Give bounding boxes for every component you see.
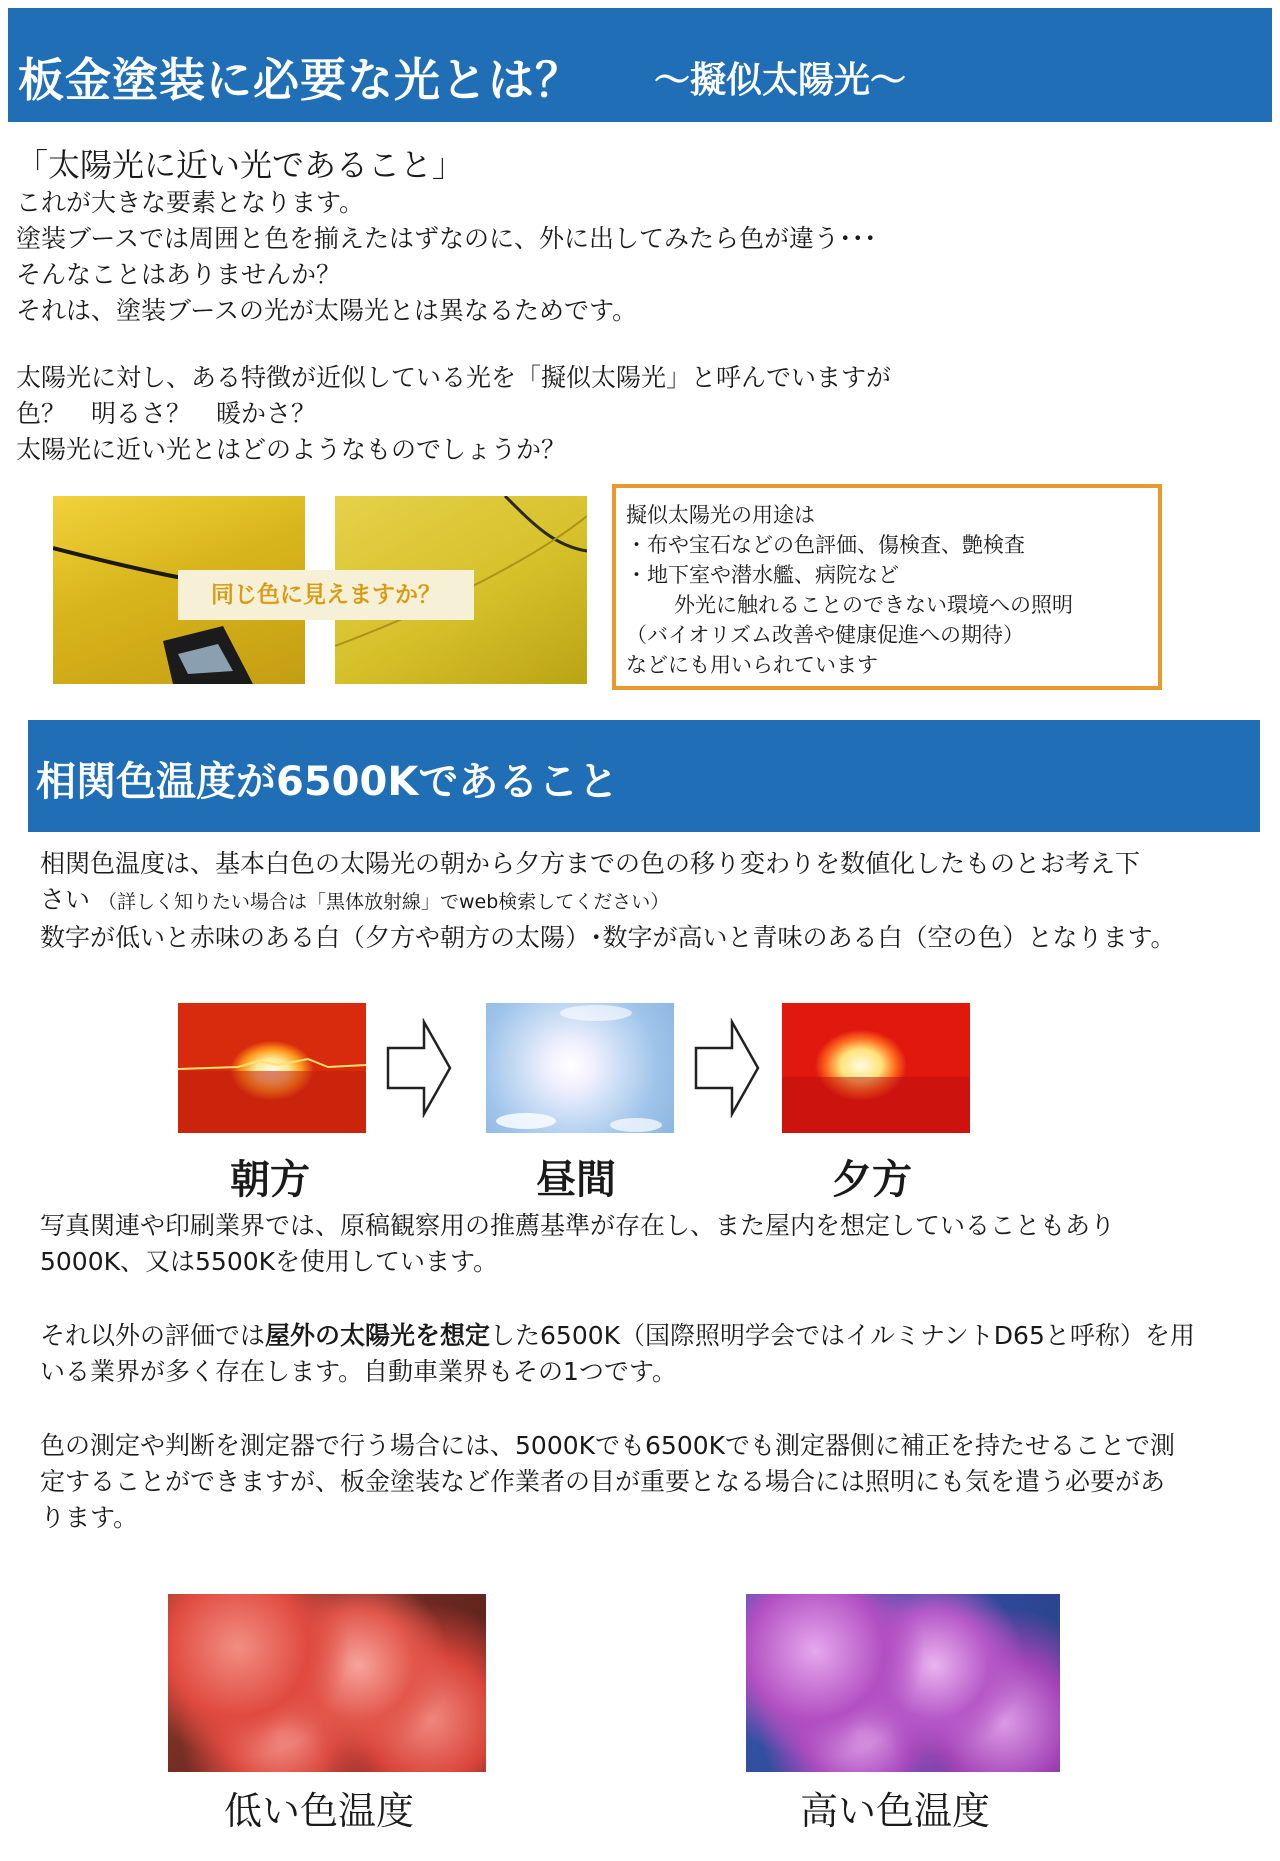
paragraph-line: 5000K、又は5500Kを使用しています。: [40, 1247, 499, 1276]
usage-line: ・地下室や潜水艦、病院など: [626, 563, 899, 587]
cct-note: （詳しく知りたい場合は「黒体放射線」でweb検索してください）: [97, 891, 670, 913]
cct-line: 相関色温度は、基本白色の太陽光の朝から夕方までの色の移り変わりを数値化したものとお考え下: [40, 849, 1141, 878]
usage-line: などにも用いられています: [626, 653, 878, 677]
cct-line: 数字が低いと赤味のある白（夕方や朝方の太陽）･数字が高いと青味のある白（空の色）となります。: [40, 923, 1176, 952]
noon-sun-photo: [486, 1003, 674, 1133]
intro-line: 塗装ブースでは周囲と色を揃えたはずなのに、外に出してみたら色が違う･･･: [16, 224, 877, 253]
paragraph-line: [40, 1318, 1195, 1354]
paragraph-line: ります。: [40, 1503, 139, 1532]
page-subtitle: ～擬似太陽光～: [654, 60, 907, 101]
intro-line: そんなことはありませんか？: [16, 260, 342, 289]
paragraph-line: 色の測定や判断を測定器で行う場合には、5000Kでも6500Kでも測定器側に補正を持たせることで測: [40, 1431, 1176, 1460]
intro-line: 太陽光に近い光とはどのようなものでしょうか？: [16, 435, 567, 464]
intro-line: これが大きな要素となります。: [16, 188, 365, 217]
cct-line-2-text: さい: [40, 885, 91, 914]
evening-sun-photo: [782, 1003, 970, 1133]
usage-line: 外光に触れることのできない環境への照明: [674, 593, 1073, 617]
car-compare-caption: 同じ色に見えますか？: [178, 570, 474, 620]
intro-line: 色？ 明るさ？ 暖かさ？: [16, 399, 317, 428]
intro-paragraph-2: [16, 360, 891, 468]
arrow-right-icon: [386, 1018, 452, 1118]
morning-sun-photo: [178, 1003, 366, 1133]
cct-line-2: [40, 882, 1176, 920]
paragraph-printing: [40, 1208, 1115, 1280]
paragraph-emphasis: 屋外の太陽光を想定: [265, 1321, 491, 1350]
intro-line: それは、塗装ブースの光が太陽光とは異なるためです。: [16, 296, 638, 325]
usage-line: （バイオリズム改善や健康促進への期待）: [626, 623, 1024, 647]
morning-sun-art: [178, 1003, 366, 1133]
low-color-temp-label: 低い色温度: [224, 1789, 415, 1833]
high-color-temp-label: 高い色温度: [800, 1789, 991, 1833]
paragraph-text: した6500K（国際照明学会ではイルミナントD65と呼称）を用: [490, 1321, 1195, 1350]
paragraph-line: 定することができますが、板金塗装など作業者の目が重要となる場合には照明にも気を遣う必要があ: [40, 1467, 1166, 1496]
low-color-temp-photo: [168, 1594, 486, 1772]
arrow-right-icon: [694, 1018, 760, 1118]
evening-label: 夕方: [832, 1157, 912, 1203]
intro-line: 太陽光に対し、ある特徴が近似している光を「擬似太陽光」と呼んでいますが: [16, 363, 892, 392]
cct-explanation: [40, 846, 1176, 956]
paragraph-measurement: [40, 1428, 1175, 1536]
paragraph-line: 写真関連や印刷業界では、原稿観察用の推薦基準が存在し、また屋内を想定していることもあり: [40, 1211, 1116, 1240]
page-title: 板金塗装に必要な光とは？: [18, 53, 582, 107]
header-banner: [8, 8, 1272, 122]
intro-paragraph: [16, 185, 877, 329]
morning-label: 朝方: [230, 1157, 310, 1203]
paragraph-line: いる業界が多く存在します。自動車業界もその1つです。: [40, 1357, 677, 1386]
evening-sun-art: [782, 1003, 970, 1133]
high-color-temp-photo: [746, 1594, 1060, 1772]
section-banner: [28, 720, 1260, 832]
section-title: 相関色温度が6500Kであること: [36, 759, 619, 805]
usage-line: ・布や宝石などの色評価、傷検査、艶検査: [626, 533, 1025, 557]
intro-quote: 「太陽光に近い光であること」: [16, 146, 465, 184]
paragraph-text: それ以外の評価では: [40, 1321, 266, 1350]
paragraph-automotive: [40, 1318, 1195, 1390]
noon-label: 昼間: [536, 1157, 616, 1203]
noon-sun-art: [486, 1003, 674, 1133]
usage-info-box: [612, 484, 1162, 690]
usage-line: 擬似太陽光の用途は: [626, 503, 815, 527]
